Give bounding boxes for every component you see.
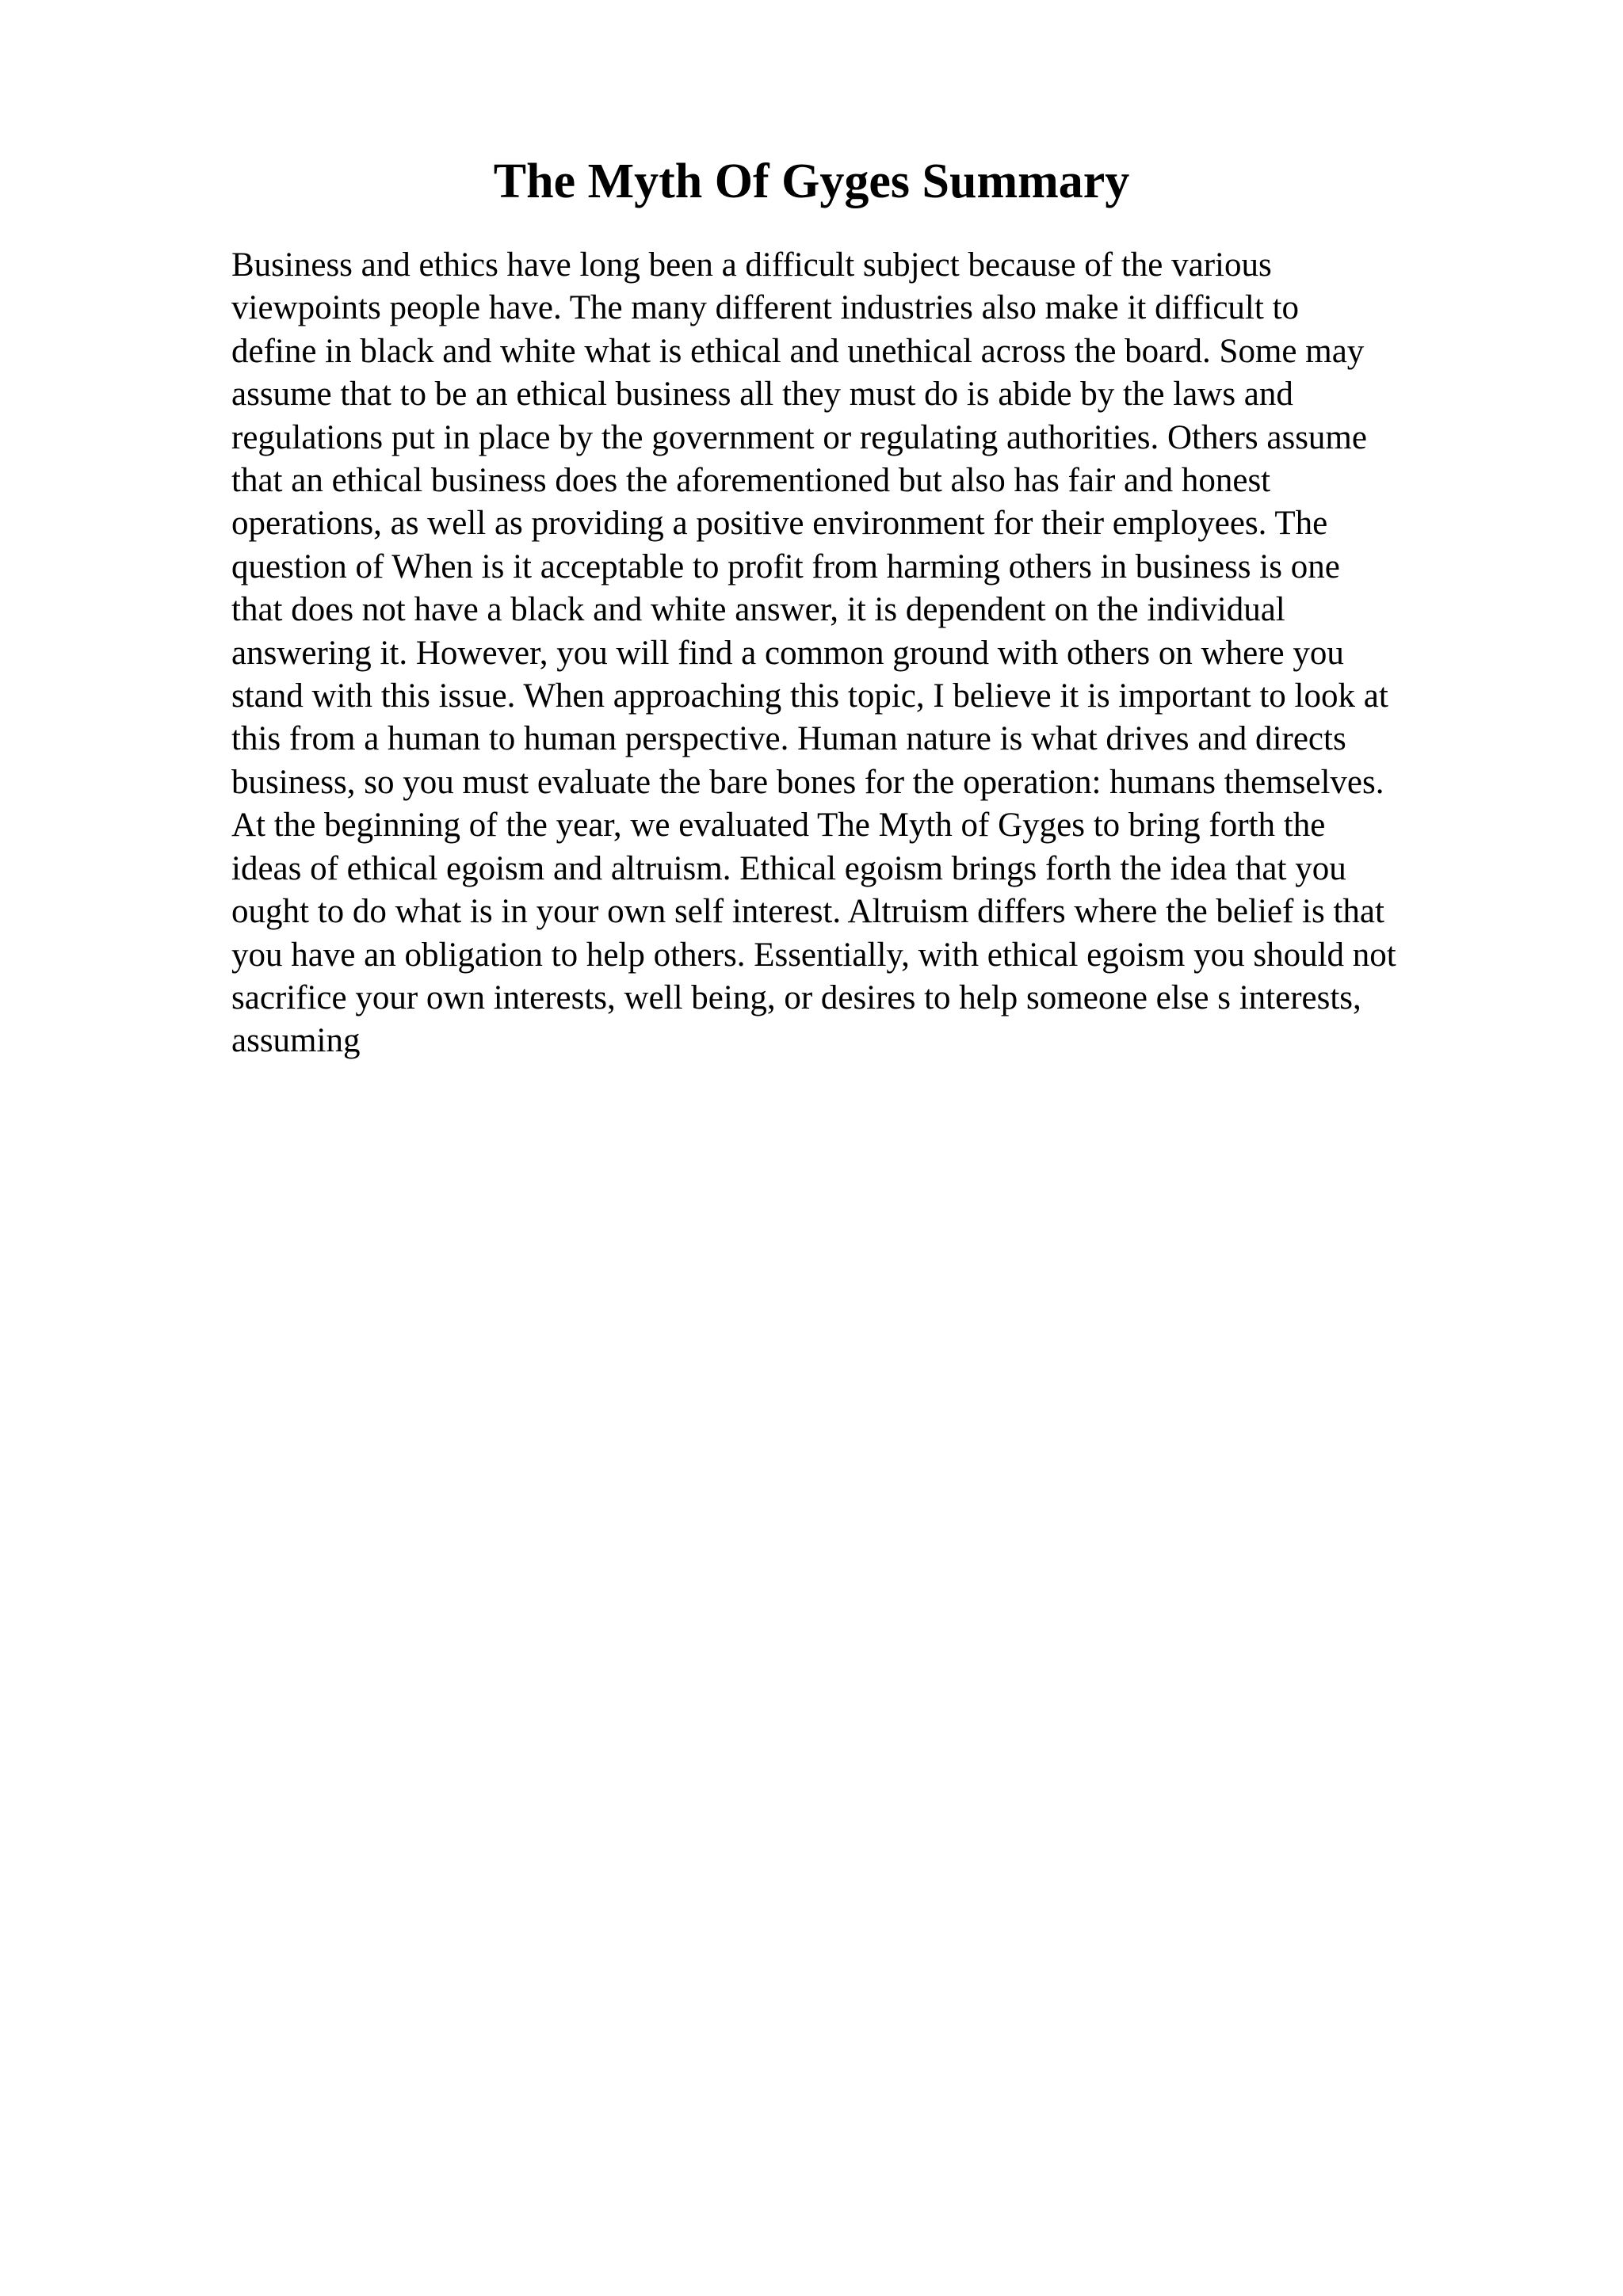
body-line: operations, as well as providing a positive environment for their employees. The — [231, 505, 1328, 543]
body-line: viewpoints people have. The many different industries also make it difficult to — [231, 289, 1300, 327]
body-line: you have an obligation to help others. Essentially, with ethical egoism you should not — [231, 936, 1396, 974]
document-title: The Myth Of Gyges Summary — [493, 154, 1130, 208]
body-line: that an ethical business does the aforementioned but also has fair and honest — [231, 462, 1271, 500]
body-line: assume that to be an ethical business all they must do is abide by the laws and — [231, 376, 1293, 414]
body-line: ideas of ethical egoism and altruism. Ethical egoism brings forth the idea that you — [231, 849, 1346, 887]
body-line: stand with this issue. When approaching this topic, I believe it is important to look at — [231, 677, 1388, 715]
body-line: At the beginning of the year, we evaluated The Myth of Gyges to bring forth the — [231, 807, 1326, 845]
body-line: define in black and white what is ethical and unethical across the board. Some may — [231, 332, 1365, 370]
body-line: that does not have a black and white answer, it is dependent on the individual — [231, 591, 1285, 629]
body-line: question of When is it acceptable to profit from harming others in business is one — [231, 547, 1340, 585]
body-line: regulations put in place by the government or regulating authorities. Others assume — [231, 418, 1367, 456]
body-line: sacrifice your own interests, well being, or desires to help someone else s interests, — [231, 978, 1361, 1016]
document-body — [231, 244, 1515, 1063]
body-line: answering it. However, you will find a common ground with others on where you — [231, 634, 1344, 672]
body-line: assuming — [231, 1022, 361, 1060]
body-line: ought to do what is in your own self interest. Altruism differs where the belief is that — [231, 893, 1384, 931]
body-line: Business and ethics have long been a difficult subject because of the various — [231, 246, 1272, 284]
body-line: business, so you must evaluate the bare bones for the operation: humans themselves. — [231, 763, 1384, 801]
body-line: this from a human to human perspective. Human nature is what drives and directs — [231, 720, 1346, 758]
